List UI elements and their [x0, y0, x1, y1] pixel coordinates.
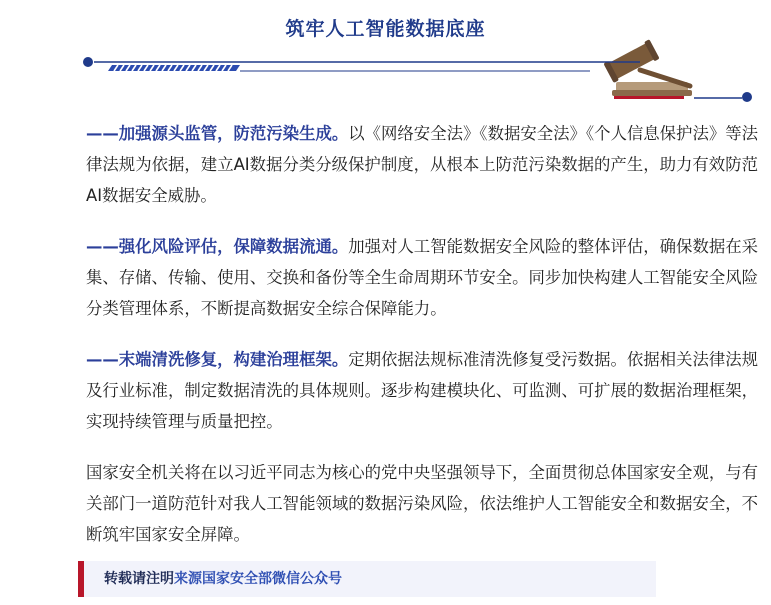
paragraph-closing: 国家安全机关将在以习近平同志为核心的党中央坚强领导下，全面贯彻总体国家安全观，与有关部门一道防范针对我人工智能领域的数据污染风险，依法维护人工智能安全和数据安全，不断筑牢国家安全屏障。	[86, 463, 759, 544]
paragraph-risk-assessment	[86, 231, 758, 324]
footer-accent-bar	[78, 561, 84, 597]
paragraph-text: 加强对人工智能数据安全风险的整体评估，确保数据在采集、存储、传输、使用、交换和备份等全生命周期环节安全。同步加快构建人工智能安全风险分类管理体系，不断提高数据安全综合保障能力。	[86, 237, 759, 318]
page-title: 筑牢人工智能数据底座	[285, 18, 486, 40]
reprint-source: 来源国家安全部微信公众号	[174, 571, 342, 587]
paragraph-text: 以《网络安全法》《数据安全法》《个人信息保护法》等法律法规为依据，建立AI数据分类分级保护制度，从根本上防范污染数据的产生，助力有效防范AI数据安全威胁。	[86, 124, 759, 205]
paragraph-data-cleaning	[86, 344, 758, 437]
paragraph-heading: ——末端清洗修复，构建治理框架。	[86, 350, 349, 369]
paragraph-text: 定期依据法规标准清洗修复受污数据。依据相关法律法规及行业标准，制定数据清洗的具体规则。逐步构建模块化、可监测、可扩展的数据治理框架，实现持续管理与质量把控。	[86, 350, 759, 431]
reprint-text	[104, 569, 342, 589]
reprint-label: 转载请注明	[104, 571, 174, 587]
gavel-icon	[603, 39, 692, 99]
article-body	[86, 118, 758, 550]
paragraph-heading: ——加强源头监管，防范污染生成。	[86, 124, 349, 143]
header-dot-right	[742, 92, 752, 102]
paragraph-source-supervision	[86, 118, 758, 211]
header-dot-left	[83, 57, 93, 67]
paragraph-heading: ——强化风险评估，保障数据流通。	[86, 237, 349, 256]
reprint-notice	[78, 561, 656, 597]
